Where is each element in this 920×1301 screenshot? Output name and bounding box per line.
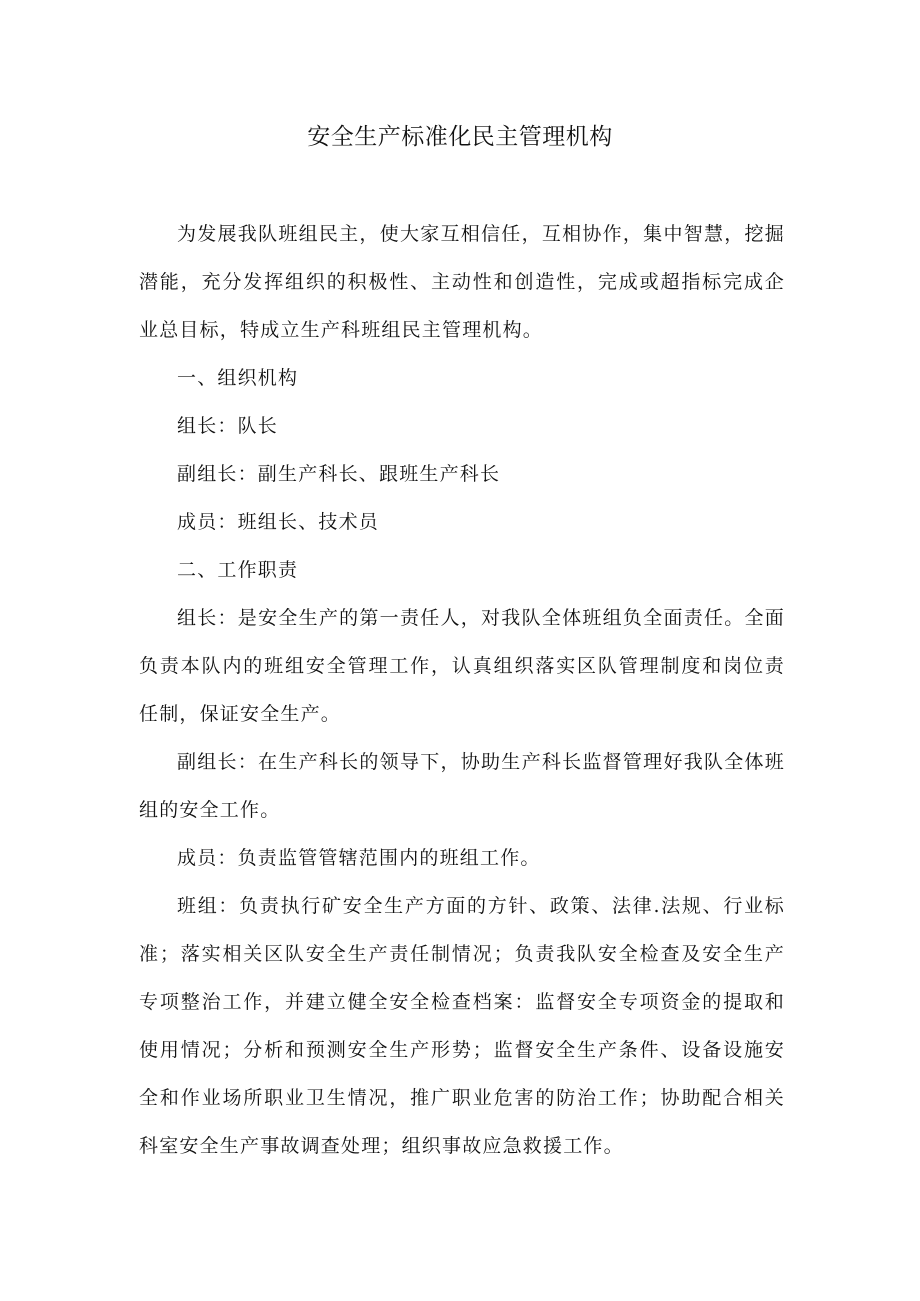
section-heading-organization: 一、组织机构: [177, 367, 299, 389]
leader-duty-paragraph: 组长：是安全生产的第一责任人，对我队全体班组负全面责任。全面负责本队内的班组安全管理工作，认真组织落实区队管理制度和岗位责任制，保证安全生产。: [139, 607, 785, 725]
deputy-leader-line: 副组长：副生产科长、跟班生产科长: [177, 463, 501, 485]
intro-paragraph: 为发展我队班组民主，使大家互相信任，互相协作，集中智慧，挖掘潜能，充分发挥组织的积极性、主动性和创造性，完成或超指标完成企业总目标，特成立生产科班组民主管理机构。: [139, 223, 785, 341]
deputy-duty-paragraph: 副组长：在生产科长的领导下，协助生产科长监督管理好我队全体班组的安全工作。: [139, 751, 785, 821]
document-body: [139, 210, 785, 1170]
leader-line: 组长：队长: [177, 415, 279, 437]
document-title: 安全生产标准化民主管理机构: [307, 124, 613, 150]
team-duty-paragraph: 班组：负责执行矿安全生产方面的方针、政策、法律.法规、行业标准；落实相关区队安全生产责任制情况；负责我队安全检查及安全生产专项整治工作，并建立健全安全检查档案：监督安全专项资金的提取和使用情况；分析和预测安全生产形势；监督安全生产条件、设备设施安全和作业场所职业卫生情况，推广职业危害的防治工作；协助配合相关科室安全生产事故调查处理；组织事故应急救援工作。: [139, 895, 785, 1157]
members-duty-paragraph: 成员：负责监管管辖范围内的班组工作。: [177, 847, 541, 869]
members-line: 成员：班组长、技术员: [177, 511, 380, 533]
section-heading-duties: 二、工作职责: [177, 559, 299, 581]
